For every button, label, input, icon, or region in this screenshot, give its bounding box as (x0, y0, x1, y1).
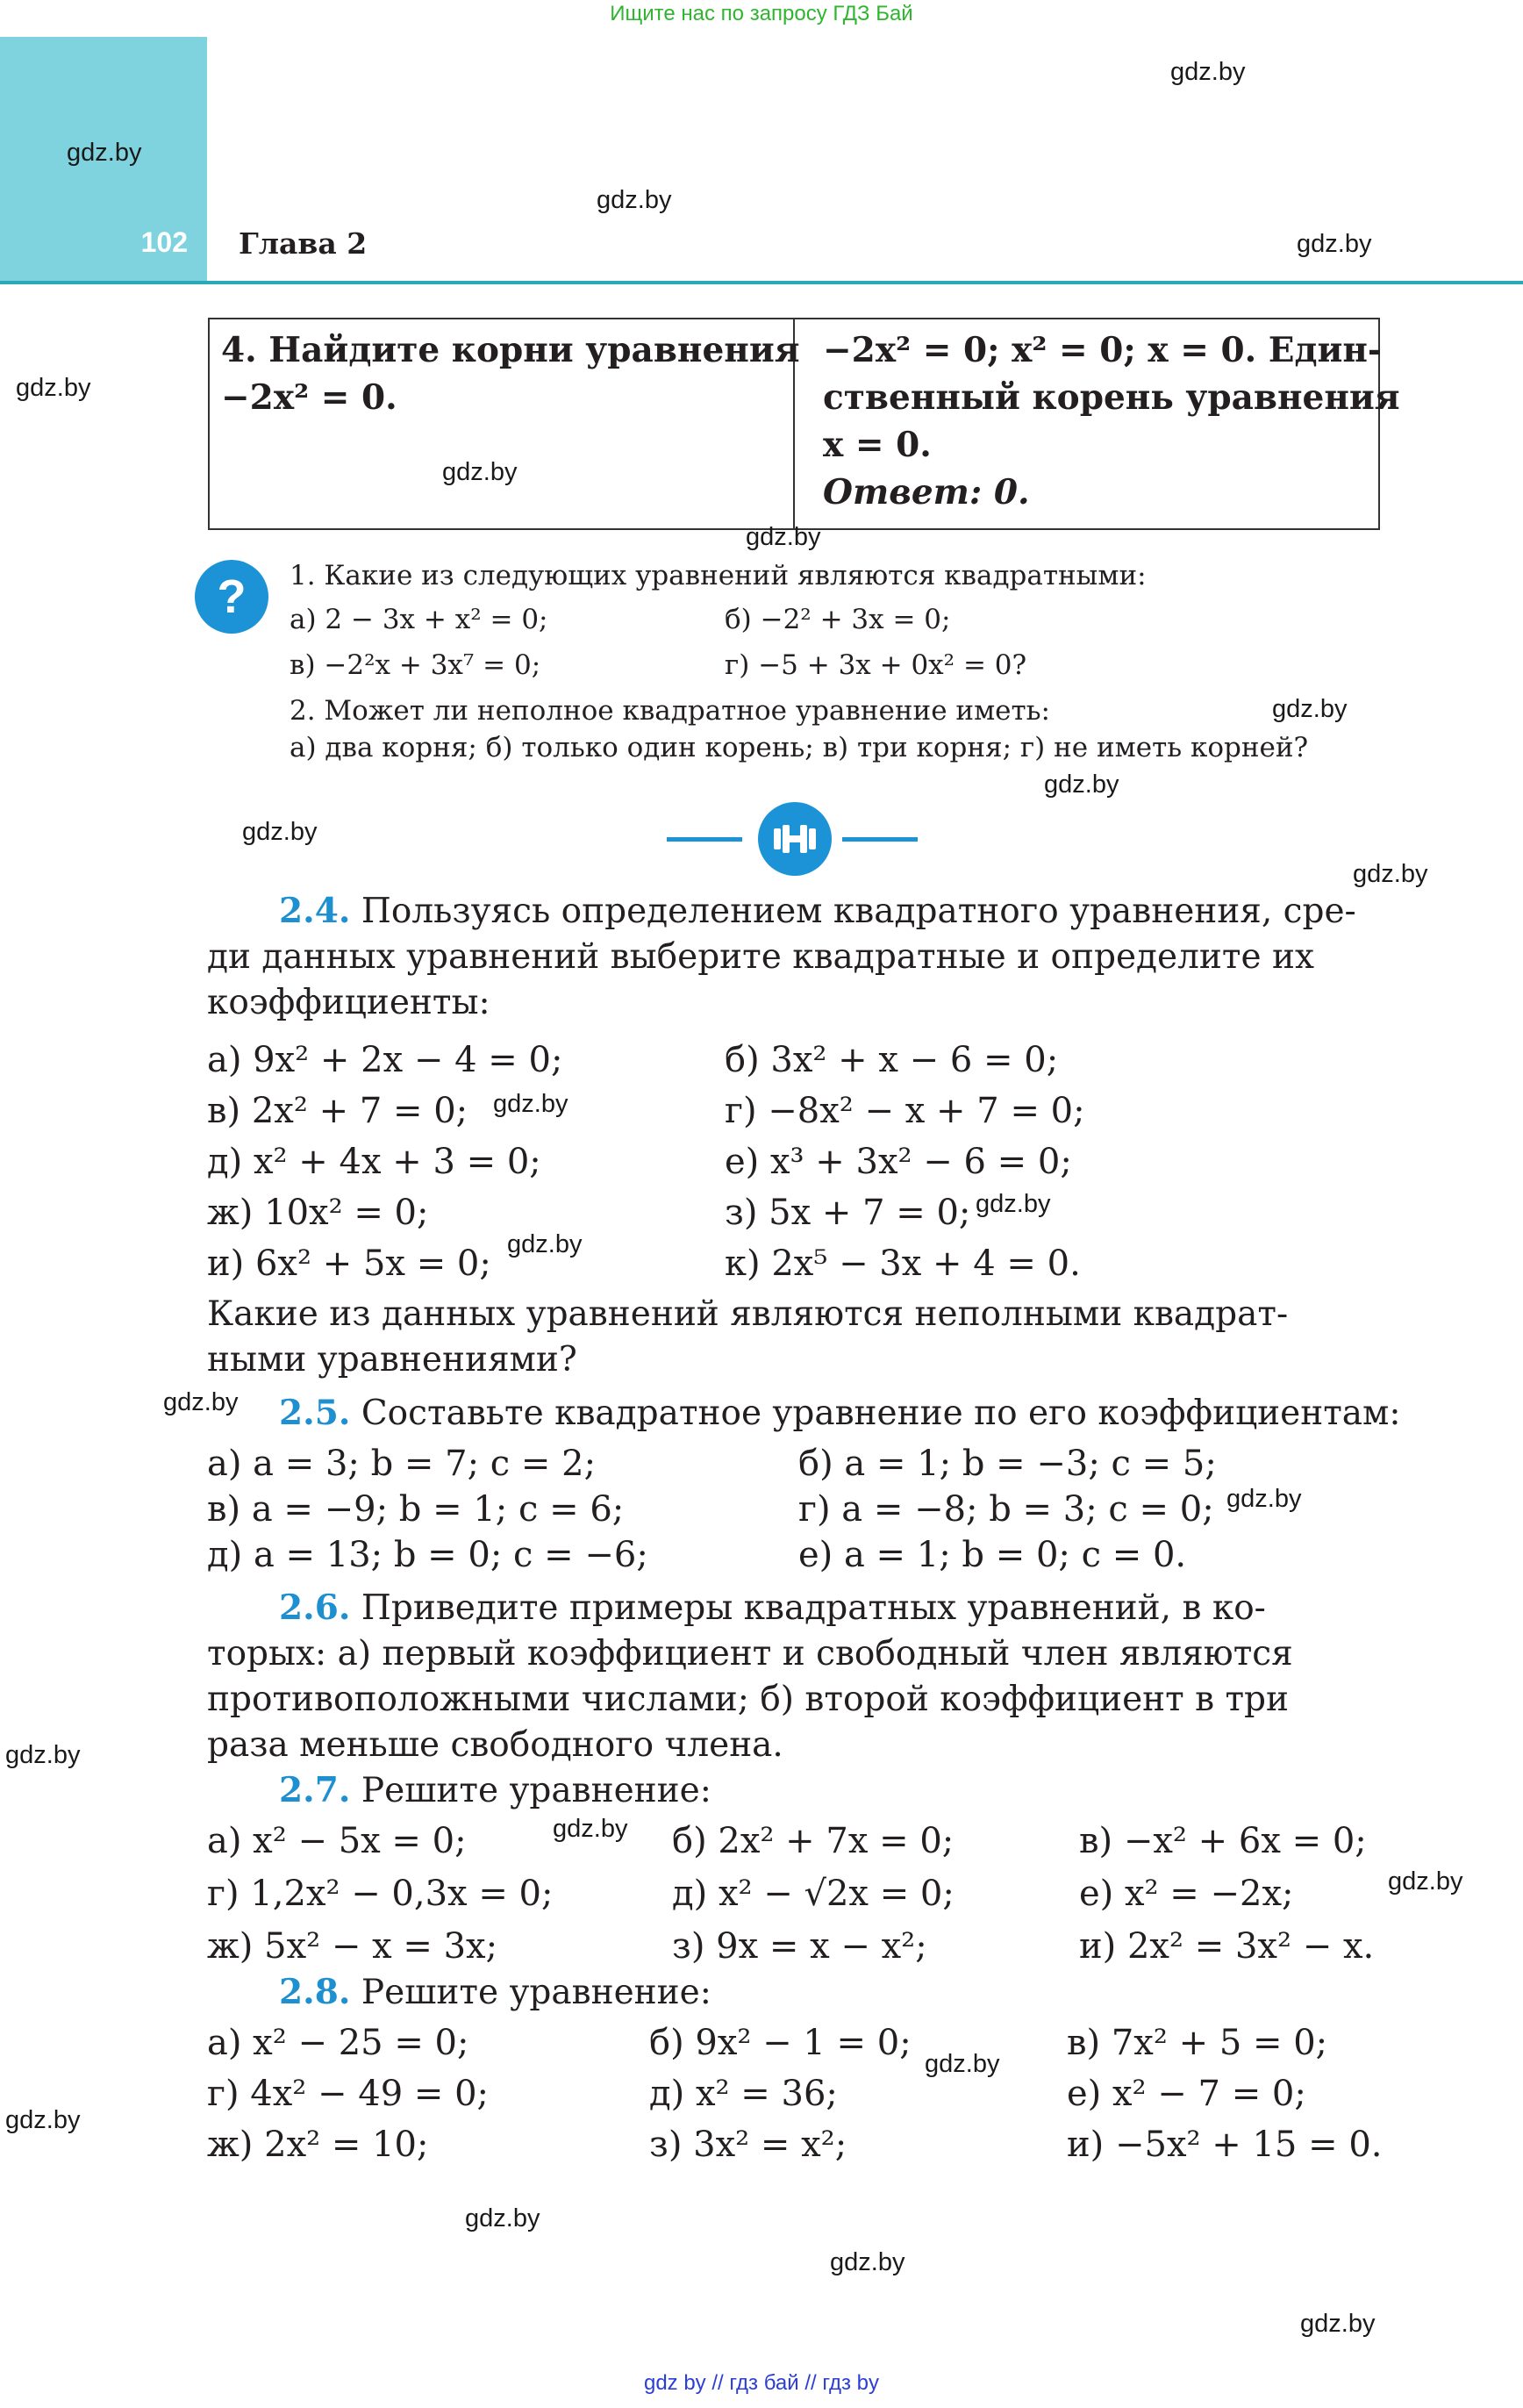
exercise-line: ными уравнениями? (207, 1340, 577, 1380)
equation-item: а) 9x² + 2x − 4 = 0; (207, 1040, 563, 1080)
equation-item: е) x² = −2x; (1079, 1874, 1294, 1914)
equation-item: б) 9x² − 1 = 0; (649, 2023, 912, 2063)
question-icon: ? (195, 560, 268, 634)
coefficient-item: е) a = 1; b = 0; c = 0. (798, 1535, 1187, 1575)
watermark: gdz.by (925, 2050, 1000, 2078)
equation-item: в) −x² + 6x = 0; (1079, 1821, 1367, 1861)
watermark: gdz.by (163, 1388, 239, 1416)
watermark: gdz.by (1297, 230, 1372, 258)
exercise-divider-left (667, 837, 742, 842)
watermark: gdz.by (5, 2106, 81, 2134)
watermark: gdz.by (242, 818, 318, 846)
watermark: gdz.by (507, 1230, 583, 1258)
equation-item: д) x² = 36; (649, 2074, 838, 2114)
exercise-2-5 (279, 1390, 1401, 1437)
equation-item: в) 2x² + 7 = 0; (207, 1091, 468, 1131)
page-number: 102 (140, 226, 188, 258)
header-rule (0, 281, 1523, 284)
watermark: gdz.by (442, 458, 518, 486)
equation-item: з) 9x = x − x²; (672, 1926, 927, 1967)
watermark: gdz.by (1353, 860, 1428, 888)
equation-item: в) 7x² + 5 = 0; (1067, 2023, 1328, 2063)
watermark: gdz.by (16, 374, 91, 402)
watermark: gdz.by (1226, 1485, 1302, 1513)
exercise-2-6 (207, 1585, 1381, 1768)
example-solution (823, 326, 1400, 516)
question-1-option: г) −5 + 3x + 0x² = 0? (725, 649, 1027, 681)
equation-item: г) −8x² − x + 7 = 0; (725, 1091, 1085, 1131)
dumbbell-icon (758, 802, 832, 876)
equation-item: ж) 2x² = 10; (207, 2125, 429, 2165)
footer-links[interactable]: gdz by // гдз бай // гдз by (643, 2371, 880, 2395)
equation-item: е) x³ + 3x² − 6 = 0; (725, 1142, 1072, 1182)
equation-item: к) 2x⁵ − 3x + 4 = 0. (725, 1243, 1081, 1284)
equation-item: г) 4x² − 49 = 0; (207, 2074, 490, 2114)
equation-item: д) x² + 4x + 3 = 0; (207, 1142, 541, 1182)
exercise-2-4 (207, 888, 1381, 1026)
example-question-line: 4. Найдите корни уравнения (221, 330, 800, 370)
watermark: gdz.by (746, 523, 821, 551)
coefficient-item: г) a = −8; b = 3; c = 0; (798, 1489, 1214, 1530)
exercise-text: Приведите примеры квадратных уравнений, в ко- (361, 1588, 1266, 1628)
exercise-2-4-followup (207, 1292, 1288, 1383)
watermark: gdz.by (553, 1815, 628, 1843)
example-question-line: −2x² = 0. (221, 377, 397, 418)
exercise-line: коэффициенты: (207, 983, 490, 1022)
equation-item: а) x² − 25 = 0; (207, 2023, 469, 2063)
equation-item: и) 6x² + 5x = 0; (207, 1243, 491, 1284)
equation-item: ж) 5x² − x = 3x; (207, 1926, 498, 1967)
coefficient-item: д) a = 13; b = 0; c = −6; (207, 1535, 648, 1575)
watermark: gdz.by (830, 2248, 905, 2276)
exercise-number: 2.6. (279, 1587, 351, 1628)
exercise-divider-right (842, 837, 918, 842)
equation-item: и) −5x² + 15 = 0. (1067, 2125, 1383, 2165)
coefficient-item: в) a = −9; b = 1; c = 6; (207, 1489, 625, 1530)
exercise-number: 2.4. (279, 891, 351, 931)
exercise-line (207, 888, 1381, 935)
exercise-line: раза меньше свободного члена. (207, 1725, 783, 1765)
question-1-option: в) −2²x + 3x⁷ = 0; (290, 649, 541, 681)
example-solution-line: ственный корень уравнения (823, 377, 1400, 418)
equation-item: ж) 10x² = 0; (207, 1193, 429, 1233)
coefficient-item: б) a = 1; b = −3; c = 5; (798, 1444, 1217, 1484)
example-solution-line: −2x² = 0; x² = 0; x = 0. Един- (823, 330, 1383, 370)
watermark: gdz.by (1388, 1867, 1463, 1896)
watermark: gdz.by (1170, 58, 1246, 86)
watermark: gdz.by (5, 1741, 81, 1769)
question-1-option: б) −2² + 3x = 0; (725, 604, 951, 635)
exercise-text: Составьте квадратное уравнение по его коэффициентам: (361, 1394, 1401, 1433)
equation-item: а) x² − 5x = 0; (207, 1821, 467, 1861)
exercise-line: противоположными числами; б) второй коэффициент в три (207, 1680, 1290, 1719)
watermark: gdz.by (1300, 2310, 1376, 2338)
exercise-line (207, 1585, 1381, 1631)
watermark: gdz.by (976, 1190, 1051, 1218)
exercise-text: Пользуясь определением квадратного уравнения, сре- (361, 892, 1356, 931)
example-answer: Ответ: 0. (823, 472, 1030, 512)
top-banner[interactable]: Ищите нас по запросу ГДЗ Бай (610, 2, 913, 25)
equation-item: б) 3x² + x − 6 = 0; (725, 1040, 1059, 1080)
watermark: gdz.by (1272, 695, 1348, 723)
question-2-options: а) два корня; б) только один корень; в) три корня; г) не иметь корней? (290, 732, 1309, 763)
exercise-number: 2.8. (279, 1972, 351, 2012)
exercise-number: 2.7. (279, 1770, 351, 1810)
watermark: gdz.by (597, 186, 672, 214)
coefficient-item: а) a = 3; b = 7; c = 2; (207, 1444, 597, 1484)
question-1-option: а) 2 − 3x + x² = 0; (290, 604, 548, 635)
watermark: gdz.by (1044, 770, 1119, 799)
exercise-line: ди данных уравнений выберите квадратные и определите их (207, 937, 1314, 977)
exercise-number: 2.5. (279, 1393, 351, 1433)
question-1: 1. Какие из следующих уравнений являются квадратными: (290, 560, 1147, 591)
exercise-2-7 (279, 1767, 711, 1814)
exercise-text: Решите уравнение: (361, 1973, 711, 2012)
equation-item: з) 3x² = x²; (649, 2125, 847, 2165)
example-solution-line: x = 0. (823, 425, 932, 465)
example-question (221, 326, 800, 421)
chapter-title: Глава 2 (239, 226, 368, 261)
equation-item: г) 1,2x² − 0,3x = 0; (207, 1874, 554, 1914)
equation-item: д) x² − √2x = 0; (672, 1874, 955, 1914)
exercise-2-8 (279, 1969, 711, 2016)
equation-item: з) 5x + 7 = 0; (725, 1193, 971, 1233)
equation-item: б) 2x² + 7x = 0; (672, 1821, 955, 1861)
exercise-line: Какие из данных уравнений являются неполными квадрат- (207, 1294, 1289, 1334)
question-2: 2. Может ли неполное квадратное уравнение иметь: (290, 695, 1051, 727)
watermark: gdz.by (493, 1090, 568, 1118)
exercise-text: Решите уравнение: (361, 1771, 711, 1810)
equation-item: е) x² − 7 = 0; (1067, 2074, 1306, 2114)
watermark: gdz.by (67, 139, 142, 167)
watermark: gdz.by (465, 2204, 540, 2232)
exercise-line: торых: а) первый коэффициент и свободный член являются (207, 1634, 1293, 1673)
equation-item: и) 2x² = 3x² − x. (1079, 1926, 1375, 1967)
